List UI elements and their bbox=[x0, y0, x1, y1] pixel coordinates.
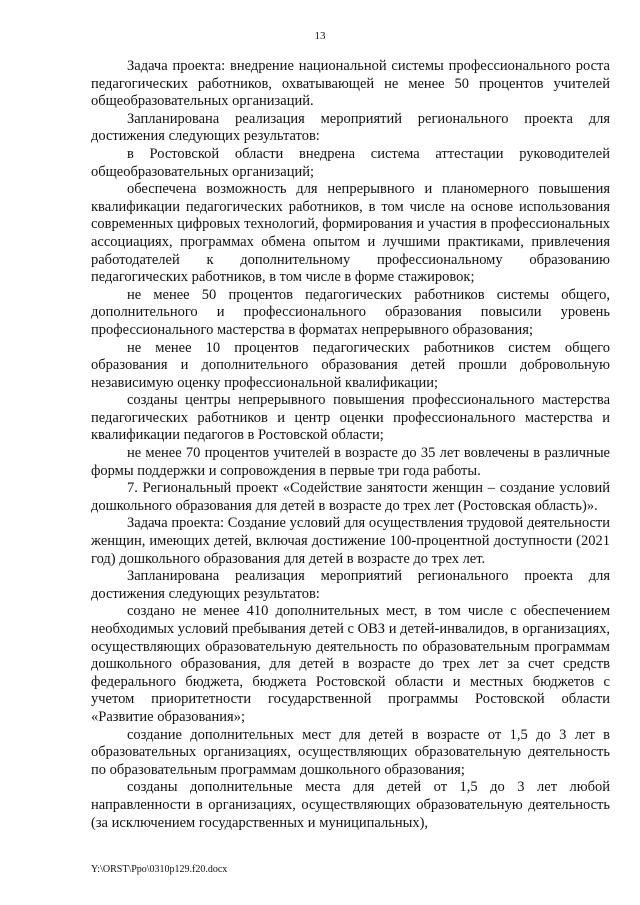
document-body bbox=[91, 58, 610, 832]
paragraph-result-centers: созданы центры непрерывного повышения профессионального мастерства педагогических работников и центр оценки профессионального мастерства и квалификации педагогов в Ростовской области; bbox=[91, 392, 610, 444]
paragraph-project-7: 7. Региональный проект «Содействие занятости женщин – создание условий дошкольного образования для детей в возрасте до трех лет (Ростовская область)». bbox=[91, 480, 610, 514]
paragraph-task-2: Задача проекта: Создание условий для осуществления трудовой деятельности женщин, имеющих детей, включая достижение 100-процентной доступности (2021 год) дошкольного образования для детей в возрасте до трех лет. bbox=[91, 515, 610, 567]
paragraph-result-50-percent: не менее 50 процентов педагогических работников системы общего, дополнительного и профессионального образования повысили уровень профессионального мастерства в форматах непрерывного образования; bbox=[91, 286, 610, 338]
footer-file-path: Y:\ORST\Ppo\0310p129.f20.docx bbox=[91, 864, 228, 875]
paragraph-planned-2: Запланирована реализация мероприятий регионального проекта для достижения следующих результатов: bbox=[91, 568, 610, 602]
paragraph-result-places-any: созданы дополнительные места для детей от 1,5 до 3 лет любой направленности в организациях, осуществляющих образовательную деятельность (за исключением государственных и муниципальных), bbox=[91, 779, 610, 831]
paragraph-result-70-percent: не менее 70 процентов учителей в возрасте до 35 лет вовлечены в различные формы поддержки и сопровождения в первые три года работы. bbox=[91, 445, 610, 479]
paragraph-task-1: Задача проекта: внедрение национальной системы профессионального роста педагогических работников, охватывающей не менее 50 процентов учителей общеобразовательных организаций. bbox=[91, 58, 610, 110]
paragraph-result-attestation: в Ростовской области внедрена система аттестации руководителей общеобразовательных организаций; bbox=[91, 145, 610, 180]
paragraph-result-410-places: создано не менее 410 дополнительных мест, в том числе с обеспечением необходимых условий пребывания детей с ОВЗ и детей-инвалидов, в организациях, осуществляющих образовательную деятельность по образовательным программам дошкольного образования, для детей в возрасте до трех лет за счет средств федерального бюджета, бюджета Ростовской области и местных бюджетов с учетом приоритетности государственной программы Ростовской области «Развитие образования»; bbox=[91, 603, 610, 725]
page-number: 13 bbox=[314, 30, 326, 42]
paragraph-planned-1: Запланирована реализация мероприятий регионального проекта для достижения следующих результатов: bbox=[91, 110, 610, 145]
paragraph-result-qualification: обеспечена возможность для непрерывного и планомерного повышения квалификации педагогических работников, в том числе на основе использования современных цифровых технологий, формирования и участия в профессиональных ассоциациях, программах обмена опытом и лучшими практиками, привлечения работодателей к дополнительному профессиональному образованию педагогических работников, в том числе в форме стажировок; bbox=[91, 181, 610, 286]
paragraph-result-10-percent: не менее 10 процентов педагогических работников систем общего образования и дополнительного образования детей прошли добровольную независимую оценку профессиональной квалификации; bbox=[91, 339, 610, 391]
paragraph-result-additional-places: создание дополнительных мест для детей в возрасте от 1,5 до 3 лет в образовательных организациях, осуществляющих образовательную деятельность по образовательным программам дошкольного образования; bbox=[91, 726, 610, 778]
